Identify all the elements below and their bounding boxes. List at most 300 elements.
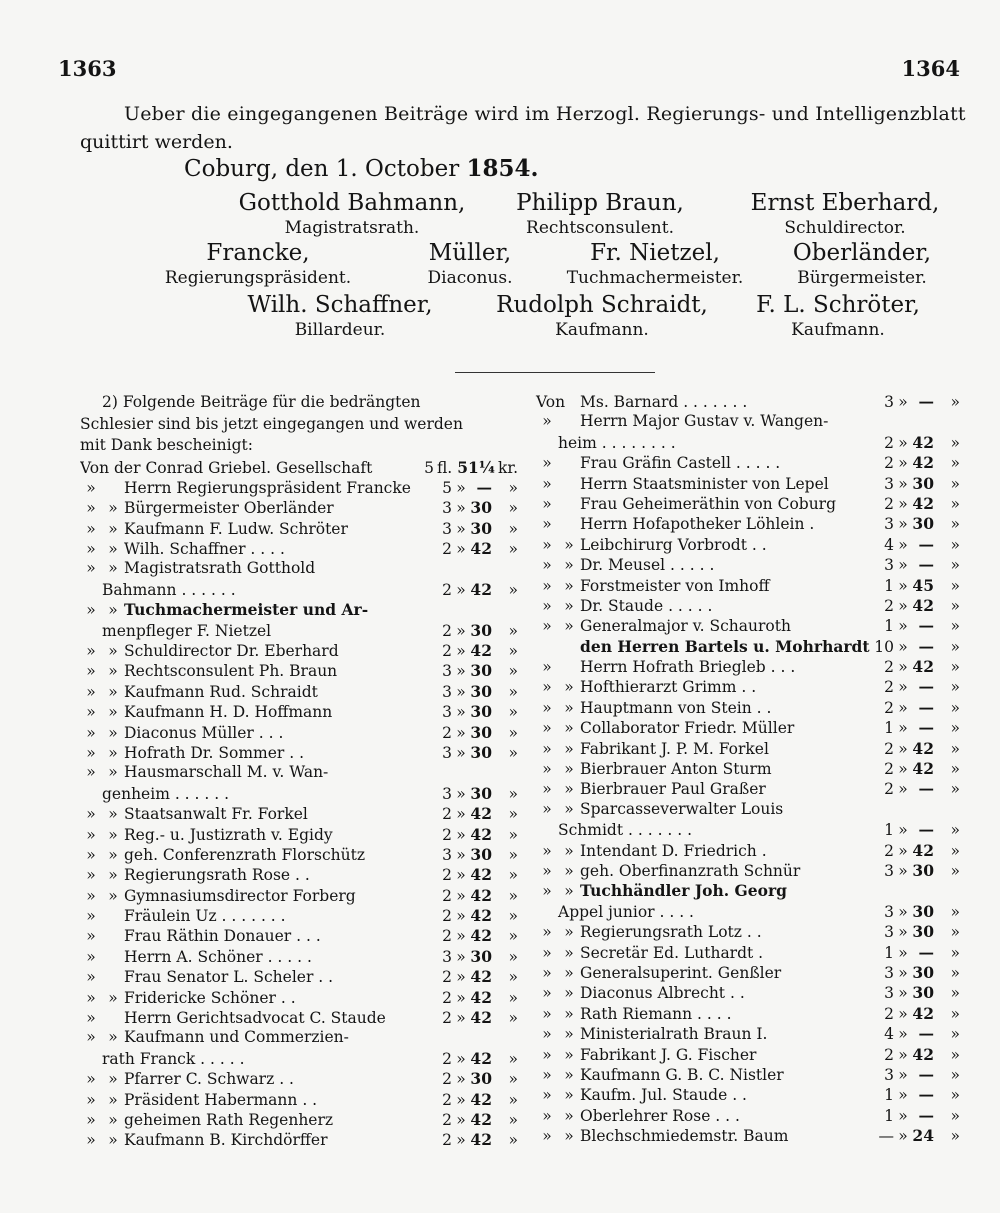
ditto-mark: » bbox=[108, 805, 118, 824]
ditto-mark: » bbox=[542, 474, 552, 493]
amount-fl: 3 bbox=[442, 947, 452, 966]
amount-fl: 3 bbox=[442, 784, 452, 803]
contribution-row bbox=[536, 983, 960, 1003]
contributor: rath Franck . . . . . bbox=[102, 1049, 245, 1068]
amount-fl: 3 bbox=[442, 662, 452, 681]
ditto-mark: » bbox=[108, 1070, 118, 1089]
ditto-mark: » bbox=[898, 535, 908, 554]
ditto-mark: » bbox=[898, 1025, 908, 1044]
contributor: Sparcasseverwalter Louis bbox=[580, 799, 784, 818]
ditto-mark: » bbox=[108, 519, 118, 538]
contribution-row bbox=[536, 1004, 960, 1024]
ditto-mark: » bbox=[950, 1086, 960, 1105]
contributor: Intendant D. Friedrich . bbox=[580, 841, 767, 860]
amount-kr: 42 bbox=[470, 1089, 492, 1109]
lead-line: mit Dank bescheinigt: bbox=[80, 436, 253, 454]
ditto-mark: » bbox=[86, 866, 96, 885]
ditto-mark: » bbox=[456, 1131, 466, 1150]
contributor: Kaufmann und Commerzien- bbox=[124, 1028, 349, 1047]
ditto-mark: » bbox=[108, 1131, 118, 1150]
amount-kr: 30 bbox=[470, 518, 492, 538]
contribution-row bbox=[80, 559, 518, 579]
contribution-row bbox=[536, 616, 960, 636]
ditto-mark: » bbox=[950, 943, 960, 962]
contributor: Präsident Habermann . . bbox=[124, 1090, 318, 1109]
contributor: Frau Gräfin Castell . . . . . bbox=[580, 454, 781, 473]
contribution-row bbox=[536, 1045, 960, 1065]
contributor: Generalsuperint. Genßler bbox=[580, 963, 782, 982]
contributor: Von der Conrad Griebel. Gesellschaft bbox=[80, 458, 373, 477]
contribution-row bbox=[80, 519, 518, 539]
ditto-mark: » bbox=[542, 617, 552, 636]
lead-line: Schlesier sind bis jetzt eingegangen und werden bbox=[80, 414, 463, 433]
dateline-year: 1854. bbox=[466, 155, 539, 182]
contributor: Hofthierarzt Grimm . . bbox=[580, 678, 757, 697]
amount-fl: 3 bbox=[884, 515, 894, 534]
contribution-row bbox=[536, 514, 960, 534]
ditto-mark: » bbox=[542, 1025, 552, 1044]
contribution-row bbox=[80, 661, 518, 681]
amount-kr: 42 bbox=[470, 804, 492, 824]
ditto-mark: » bbox=[542, 1065, 552, 1084]
contribution-row bbox=[536, 1106, 960, 1126]
contributor: Kaufmann H. D. Hoffmann bbox=[124, 703, 333, 722]
ditto-mark: » bbox=[508, 968, 518, 987]
lead-line: 2) Folgende Beiträge für die bedrängten bbox=[102, 393, 421, 411]
ditto-mark: » bbox=[898, 963, 908, 982]
amount-fl: 3 bbox=[442, 743, 452, 762]
contribution-row bbox=[536, 739, 960, 759]
section-lead bbox=[80, 392, 518, 457]
amount-kr: 30 bbox=[912, 860, 934, 880]
left-column bbox=[80, 392, 518, 1151]
ditto-mark: » bbox=[898, 576, 908, 595]
contribution-row bbox=[536, 759, 960, 779]
contribution-row bbox=[536, 1065, 960, 1085]
amount-fl: 2 bbox=[442, 866, 452, 885]
signature-title: Tuchmachermeister. bbox=[566, 268, 744, 288]
amount-kr: 42 bbox=[912, 1044, 934, 1064]
amount-kr: 30 bbox=[470, 946, 492, 966]
contributor: Oberlehrer Rose . . . bbox=[580, 1106, 740, 1125]
contributor: Bürgermeister Oberländer bbox=[124, 499, 334, 518]
contributor: den Herren Bartels u. Mohrhardt bbox=[580, 636, 870, 656]
signature-title: Kaufmann. bbox=[555, 320, 649, 340]
ditto-mark: » bbox=[564, 596, 574, 615]
signature-title: Regierungspräsident. bbox=[164, 268, 352, 288]
contribution-row bbox=[536, 677, 960, 697]
contribution-row bbox=[536, 657, 960, 677]
contributor: Dr. Meusel . . . . . bbox=[580, 556, 715, 575]
contributor: Reg.- u. Justizrath v. Egidy bbox=[124, 825, 333, 844]
ditto-mark: » bbox=[898, 902, 908, 921]
ditto-mark: » bbox=[950, 617, 960, 636]
amount-fl: 3 bbox=[442, 845, 452, 864]
ditto-mark: » bbox=[950, 902, 960, 921]
ditto-mark: » bbox=[456, 907, 466, 926]
ditto-mark: » bbox=[508, 845, 518, 864]
amount-kr: 42 bbox=[470, 906, 492, 926]
amount-fl: 2 bbox=[442, 540, 452, 559]
amount-kr: 42 bbox=[912, 738, 934, 758]
ditto-mark: » bbox=[564, 1106, 574, 1125]
ditto-mark: » bbox=[86, 723, 96, 742]
amount-fl: — bbox=[878, 1127, 894, 1146]
ditto-mark: » bbox=[950, 760, 960, 779]
ditto-mark: » bbox=[508, 499, 518, 518]
ditto-mark: » bbox=[950, 515, 960, 534]
signature bbox=[428, 240, 513, 288]
contributor: Rechtsconsulent Ph. Braun bbox=[124, 662, 338, 681]
ditto-mark: » bbox=[564, 943, 574, 962]
ditto-mark: » bbox=[456, 723, 466, 742]
ditto-mark: » bbox=[564, 1025, 574, 1044]
amount-kr: 30 bbox=[470, 661, 492, 681]
dateline bbox=[184, 155, 539, 182]
ditto-mark: » bbox=[542, 515, 552, 534]
page-number-left: 1363 bbox=[58, 56, 117, 81]
contributor: Herrn Hofapotheker Löhlein . bbox=[580, 515, 815, 534]
ditto-mark: » bbox=[508, 662, 518, 681]
signature bbox=[247, 292, 432, 340]
intro-line: quittirt werden. bbox=[80, 131, 233, 153]
ditto-mark: » bbox=[108, 886, 118, 905]
contribution-row bbox=[536, 820, 960, 840]
amount-fl: 2 bbox=[884, 739, 894, 758]
contributor: Dr. Staude . . . . . bbox=[580, 596, 713, 615]
contributor: Schuldirector Dr. Eberhard bbox=[124, 642, 339, 661]
ditto-mark: » bbox=[950, 596, 960, 615]
ditto-mark: » bbox=[86, 743, 96, 762]
contributor: Kaufm. Jul. Staude . . bbox=[580, 1086, 747, 1105]
ditto-mark: » bbox=[86, 1090, 96, 1109]
ditto-mark: » bbox=[564, 535, 574, 554]
contributor: Bierbrauer Anton Sturm bbox=[580, 760, 772, 779]
ditto-mark: » bbox=[898, 923, 908, 942]
ditto-mark: » bbox=[564, 698, 574, 717]
signature-title: Kaufmann. bbox=[791, 320, 885, 340]
ditto-mark: » bbox=[108, 723, 118, 742]
amount-kr: — bbox=[918, 677, 934, 697]
amount-kr: 42 bbox=[470, 1008, 492, 1028]
ditto-mark: » bbox=[108, 559, 118, 578]
ditto-mark: » bbox=[950, 984, 960, 1003]
ditto-mark: » bbox=[456, 968, 466, 987]
contribution-row bbox=[536, 800, 960, 820]
amount-kr: 30 bbox=[470, 844, 492, 864]
ditto-mark: » bbox=[542, 739, 552, 758]
ditto-mark: » bbox=[898, 1106, 908, 1125]
contributor: Herrn A. Schöner . . . . . bbox=[124, 947, 312, 966]
contribution-row bbox=[80, 865, 518, 885]
amount-kr: — bbox=[918, 1024, 934, 1044]
ditto-mark: » bbox=[542, 1086, 552, 1105]
ditto-mark: » bbox=[898, 556, 908, 575]
amount-fl: 2 bbox=[442, 907, 452, 926]
contribution-row bbox=[80, 926, 518, 946]
ditto-mark: » bbox=[508, 723, 518, 742]
ditto-mark: » bbox=[508, 988, 518, 1007]
contributor: Tuchmachermeister und Ar- bbox=[124, 600, 369, 620]
amount-fl: 2 bbox=[884, 780, 894, 799]
ditto-mark: » bbox=[542, 1106, 552, 1125]
contribution-row bbox=[80, 478, 518, 498]
contributor: Staatsanwalt Fr. Forkel bbox=[124, 805, 308, 824]
amount-fl: 3 bbox=[884, 923, 894, 942]
ditto-mark: » bbox=[542, 1045, 552, 1064]
ditto-mark: » bbox=[456, 886, 466, 905]
contribution-row bbox=[536, 963, 960, 983]
ditto-mark: » bbox=[950, 454, 960, 473]
ditto-mark: » bbox=[456, 866, 466, 885]
signature-name: F. L. Schröter, bbox=[756, 292, 920, 318]
amount-kr: 42 bbox=[470, 1130, 492, 1150]
ditto-mark: » bbox=[86, 886, 96, 905]
contribution-row bbox=[80, 1110, 518, 1130]
amount-fl: 3 bbox=[884, 1065, 894, 1084]
amount-kr: 42 bbox=[470, 885, 492, 905]
ditto-mark: » bbox=[456, 845, 466, 864]
contribution-row bbox=[80, 580, 518, 600]
ditto-mark: » bbox=[898, 861, 908, 880]
amount-fl: 10 bbox=[874, 637, 894, 656]
amount-fl: 2 bbox=[884, 760, 894, 779]
amount-fl: 3 bbox=[884, 984, 894, 1003]
signature-title: Magistratsrath. bbox=[284, 218, 420, 238]
ditto-mark: » bbox=[508, 886, 518, 905]
ditto-mark: » bbox=[898, 1004, 908, 1023]
ditto-mark: » bbox=[508, 1090, 518, 1109]
ditto-mark: » bbox=[508, 805, 518, 824]
amount-fl: 2 bbox=[442, 805, 452, 824]
contribution-row bbox=[80, 845, 518, 865]
ditto-mark: » bbox=[950, 1045, 960, 1064]
contributor: Kaufmann B. Kirchdörffer bbox=[124, 1131, 328, 1150]
amount-kr: 42 bbox=[912, 453, 934, 473]
ditto-mark: » bbox=[86, 845, 96, 864]
amount-fl: 3 bbox=[442, 682, 452, 701]
contributor: Schmidt . . . . . . . bbox=[558, 821, 693, 840]
contributor: menpfleger F. Nietzel bbox=[102, 621, 272, 640]
contribution-row bbox=[80, 682, 518, 702]
amount-fl: 1 bbox=[884, 821, 894, 840]
section-divider bbox=[455, 372, 655, 373]
ditto-mark: » bbox=[898, 474, 908, 493]
ditto-mark: » bbox=[898, 1086, 908, 1105]
amount-kr: — bbox=[918, 555, 934, 575]
contribution-row bbox=[536, 922, 960, 942]
ditto-mark: » bbox=[542, 658, 552, 677]
contributor: Bierbrauer Paul Graßer bbox=[580, 780, 766, 799]
ditto-mark: » bbox=[898, 841, 908, 860]
amount-kr: — bbox=[918, 616, 934, 636]
ditto-mark: » bbox=[564, 923, 574, 942]
ditto-mark: » bbox=[456, 1090, 466, 1109]
amount-kr: 30 bbox=[470, 1069, 492, 1089]
amount-kr: — bbox=[918, 779, 934, 799]
ditto-mark: » bbox=[542, 841, 552, 860]
amount-fl: 3 bbox=[884, 902, 894, 921]
contribution-row bbox=[80, 784, 518, 804]
ditto-mark: » bbox=[542, 984, 552, 1003]
ditto-mark: » bbox=[508, 682, 518, 701]
amount-kr: — bbox=[918, 718, 934, 738]
ditto-mark: » bbox=[564, 1004, 574, 1023]
contribution-row bbox=[536, 637, 960, 657]
contribution-row bbox=[80, 498, 518, 518]
contribution-row bbox=[80, 763, 518, 783]
ditto-mark: » bbox=[950, 1065, 960, 1084]
ditto-mark: » bbox=[86, 540, 96, 559]
contributor: geh. Conferenzrath Florschütz bbox=[124, 845, 365, 864]
amount-fl: 3 bbox=[884, 556, 894, 575]
ditto-mark: » bbox=[508, 927, 518, 946]
ditto-mark: » bbox=[542, 943, 552, 962]
signature bbox=[793, 240, 931, 288]
contributor: Frau Senator L. Scheler . . bbox=[124, 968, 334, 987]
amount-fl: 2 bbox=[442, 1070, 452, 1089]
ditto-mark: » bbox=[456, 1111, 466, 1129]
ditto-mark: » bbox=[108, 703, 118, 722]
ditto-mark: » bbox=[564, 719, 574, 738]
contribution-row bbox=[80, 723, 518, 743]
contributor: Wilh. Schaffner . . . . bbox=[124, 540, 285, 559]
ditto-mark: » bbox=[508, 519, 518, 538]
ditto-mark: » bbox=[898, 637, 908, 656]
contribution-row bbox=[536, 861, 960, 881]
ditto-mark: » bbox=[950, 494, 960, 513]
contribution-row bbox=[536, 453, 960, 473]
signature bbox=[751, 190, 940, 238]
contribution-row bbox=[536, 412, 960, 432]
contribution-row bbox=[536, 535, 960, 555]
ditto-mark: » bbox=[86, 1131, 96, 1150]
contribution-row bbox=[80, 988, 518, 1008]
ditto-mark: » bbox=[86, 703, 96, 722]
contributor: Kaufmann Rud. Schraidt bbox=[124, 682, 318, 701]
ditto-mark: » bbox=[456, 784, 466, 803]
ditto-mark: » bbox=[950, 861, 960, 880]
contributor: Diaconus Müller . . . bbox=[124, 723, 284, 742]
ditto-mark: » bbox=[86, 1028, 96, 1047]
ditto-mark: » bbox=[898, 494, 908, 513]
amount-fl: 2 bbox=[442, 1090, 452, 1109]
amount-fl: 2 bbox=[884, 1004, 894, 1023]
ditto-mark: » bbox=[508, 1111, 518, 1129]
ditto-mark: » bbox=[950, 556, 960, 575]
intro-line: Ueber die eingegangenen Beiträge wird im Herzogl. Regierungs- und Intelligenzblatt bbox=[124, 103, 966, 125]
ditto-mark: » bbox=[950, 393, 960, 411]
contributor: Diaconus Albrecht . . bbox=[580, 984, 745, 1003]
ditto-mark: » bbox=[508, 703, 518, 722]
amount-fl: 2 bbox=[442, 825, 452, 844]
amount-fl: 3 bbox=[884, 474, 894, 493]
ditto-mark: » bbox=[86, 763, 96, 782]
contributor: Secretär Ed. Luthardt . bbox=[580, 943, 764, 962]
ditto-mark: » bbox=[898, 739, 908, 758]
amount-fl: 2 bbox=[884, 454, 894, 473]
ditto-mark: » bbox=[508, 642, 518, 661]
ditto-mark: » bbox=[456, 805, 466, 824]
amount-fl: 1 bbox=[884, 1106, 894, 1125]
contributor: Magistratsrath Gotthold bbox=[124, 559, 316, 578]
ditto-mark: » bbox=[950, 1004, 960, 1023]
ditto-mark: » bbox=[950, 474, 960, 493]
ditto-mark: » bbox=[542, 1004, 552, 1023]
amount-fl: 2 bbox=[884, 841, 894, 860]
contributor: Gymnasiumsdirector Forberg bbox=[124, 886, 356, 905]
amount-kr: 51¼ bbox=[457, 457, 495, 477]
contributor: Ministerialrath Braun I. bbox=[580, 1025, 768, 1044]
ditto-mark: » bbox=[950, 535, 960, 554]
amount-fl: 2 bbox=[442, 1111, 452, 1129]
amount-kr: 42 bbox=[912, 1003, 934, 1023]
ditto-mark: » bbox=[542, 698, 552, 717]
amount-fl: 2 bbox=[442, 580, 452, 599]
amount-fl: 2 bbox=[884, 678, 894, 697]
ditto-mark: » bbox=[456, 642, 466, 661]
contribution-row bbox=[80, 702, 518, 722]
ditto-mark: » bbox=[950, 658, 960, 677]
amount-kr: — bbox=[476, 477, 492, 497]
contribution-row bbox=[536, 433, 960, 453]
ditto-mark: » bbox=[86, 662, 96, 681]
contributor: Hauptmann von Stein . . bbox=[580, 698, 772, 717]
signature-title: Diaconus. bbox=[427, 268, 513, 288]
contribution-row bbox=[80, 886, 518, 906]
contribution-row bbox=[80, 1049, 518, 1069]
ditto-mark: » bbox=[898, 1045, 908, 1064]
contributor: Fabrikant J. P. M. Forkel bbox=[580, 739, 769, 758]
signature bbox=[516, 190, 684, 238]
ditto-mark: » bbox=[86, 805, 96, 824]
ditto-mark: » bbox=[508, 1049, 518, 1068]
contributor: Bahmann . . . . . . bbox=[102, 580, 236, 599]
ditto-mark: » bbox=[564, 739, 574, 758]
ditto-mark: » bbox=[542, 719, 552, 738]
ditto-mark: » bbox=[456, 519, 466, 538]
ditto-mark: » bbox=[108, 1111, 118, 1129]
contribution-row bbox=[80, 621, 518, 641]
ditto-mark: » bbox=[508, 621, 518, 640]
contribution-row bbox=[80, 1008, 518, 1028]
ditto-mark: » bbox=[542, 556, 552, 575]
contribution-row bbox=[80, 947, 518, 967]
amount-fl: 3 bbox=[442, 519, 452, 538]
amount-kr: — bbox=[918, 392, 934, 411]
ditto-mark: » bbox=[564, 799, 574, 818]
signature-name: Rudolph Schraidt, bbox=[496, 292, 708, 318]
amount-fl: 2 bbox=[442, 723, 452, 742]
ditto-mark: » bbox=[456, 478, 466, 497]
contributor: Fridericke Schöner . . bbox=[124, 988, 296, 1007]
amount-kr: — bbox=[918, 820, 934, 840]
amount-kr: 42 bbox=[912, 493, 934, 513]
contribution-row bbox=[536, 1126, 960, 1146]
ditto-mark: » bbox=[86, 499, 96, 518]
amount-kr: 30 bbox=[912, 983, 934, 1003]
ditto-mark: » bbox=[898, 780, 908, 799]
ditto-mark: » bbox=[898, 678, 908, 697]
ditto-mark: » bbox=[456, 621, 466, 640]
ditto-mark: » bbox=[508, 866, 518, 885]
ditto-mark: » bbox=[86, 907, 96, 926]
contributor: Frau Räthin Donauer . . . bbox=[124, 927, 321, 946]
contributor: Appel junior . . . . bbox=[558, 902, 694, 921]
amount-kr: — bbox=[918, 534, 934, 554]
ditto-mark: » bbox=[86, 1009, 96, 1028]
amount-kr: 30 bbox=[470, 742, 492, 762]
